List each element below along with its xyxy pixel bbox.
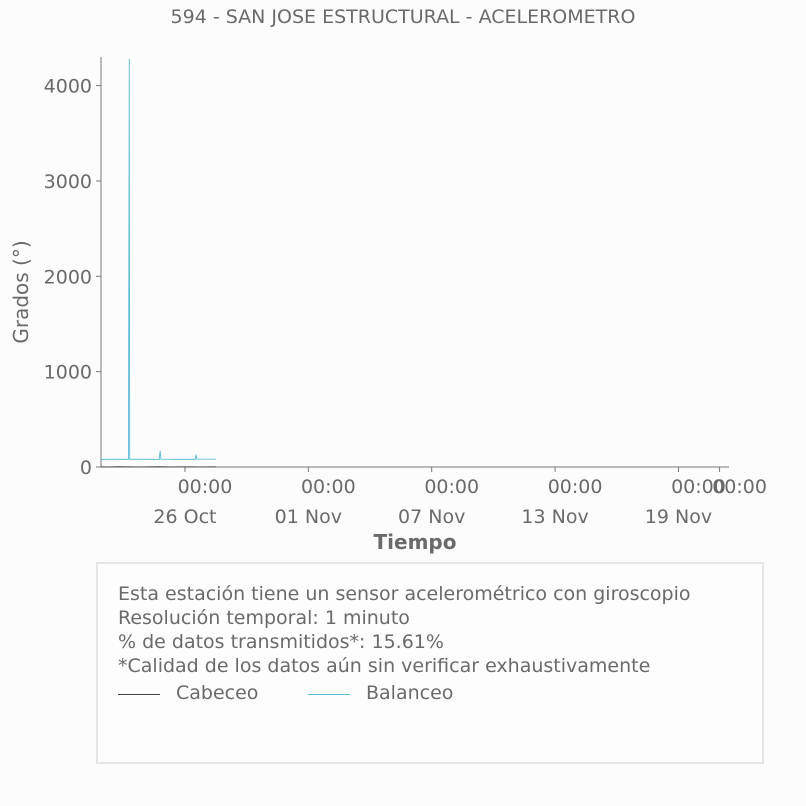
x-tick-label-date: 19 Nov	[644, 506, 713, 528]
legend-label-balanceo: Balanceo	[366, 682, 454, 704]
info-text	[118, 582, 691, 678]
x-tick-label-time: 00:00	[424, 476, 480, 498]
y-tick-label: 3000	[43, 170, 92, 193]
x-tick-label-time: 00:00	[547, 476, 603, 498]
x-tick-label-time: 00:00	[671, 476, 726, 498]
chart-title: 594 - SAN JOSE ESTRUCTURAL - ACELEROMETRO	[170, 6, 636, 28]
legend-label-cabeceo: Cabeceo	[176, 682, 259, 704]
info-line-resolution: Resolución temporal: 1 minuto	[118, 607, 410, 629]
legend-box	[96, 562, 764, 764]
y-tick-label: 4000	[43, 75, 92, 98]
legend-line-balanceo	[308, 694, 350, 695]
y-tick-label: 1000	[43, 361, 92, 384]
info-line-quality: *Calidad de los datos aún sin verificar exhaustivamente	[118, 655, 651, 677]
x-tick-label-time: 00:00	[300, 476, 356, 498]
y-tick-label: 2000	[43, 266, 92, 289]
x-axis-label: Tiempo	[373, 530, 457, 554]
y-tick-label: 0	[79, 457, 92, 479]
x-tick-label-date: 01 Nov	[274, 506, 342, 528]
y-axis-label: Grados (°)	[9, 240, 33, 344]
info-line-sensor: Esta estación tiene un sensor acelerométrico con giroscopio	[118, 583, 691, 605]
x-tick-label-date: 26 Oct	[153, 506, 217, 528]
info-line-transmitted: % de datos transmitidos*: 15.61%	[118, 631, 444, 653]
legend-line-cabeceo	[118, 694, 160, 695]
x-tick-label-time: 00:00	[712, 476, 767, 498]
x-tick-label-time: 00:00	[177, 476, 233, 498]
x-tick-label-date: 13 Nov	[521, 506, 589, 528]
x-tick-label-date: 07 Nov	[398, 506, 466, 528]
series-line-balanceo	[101, 59, 216, 459]
